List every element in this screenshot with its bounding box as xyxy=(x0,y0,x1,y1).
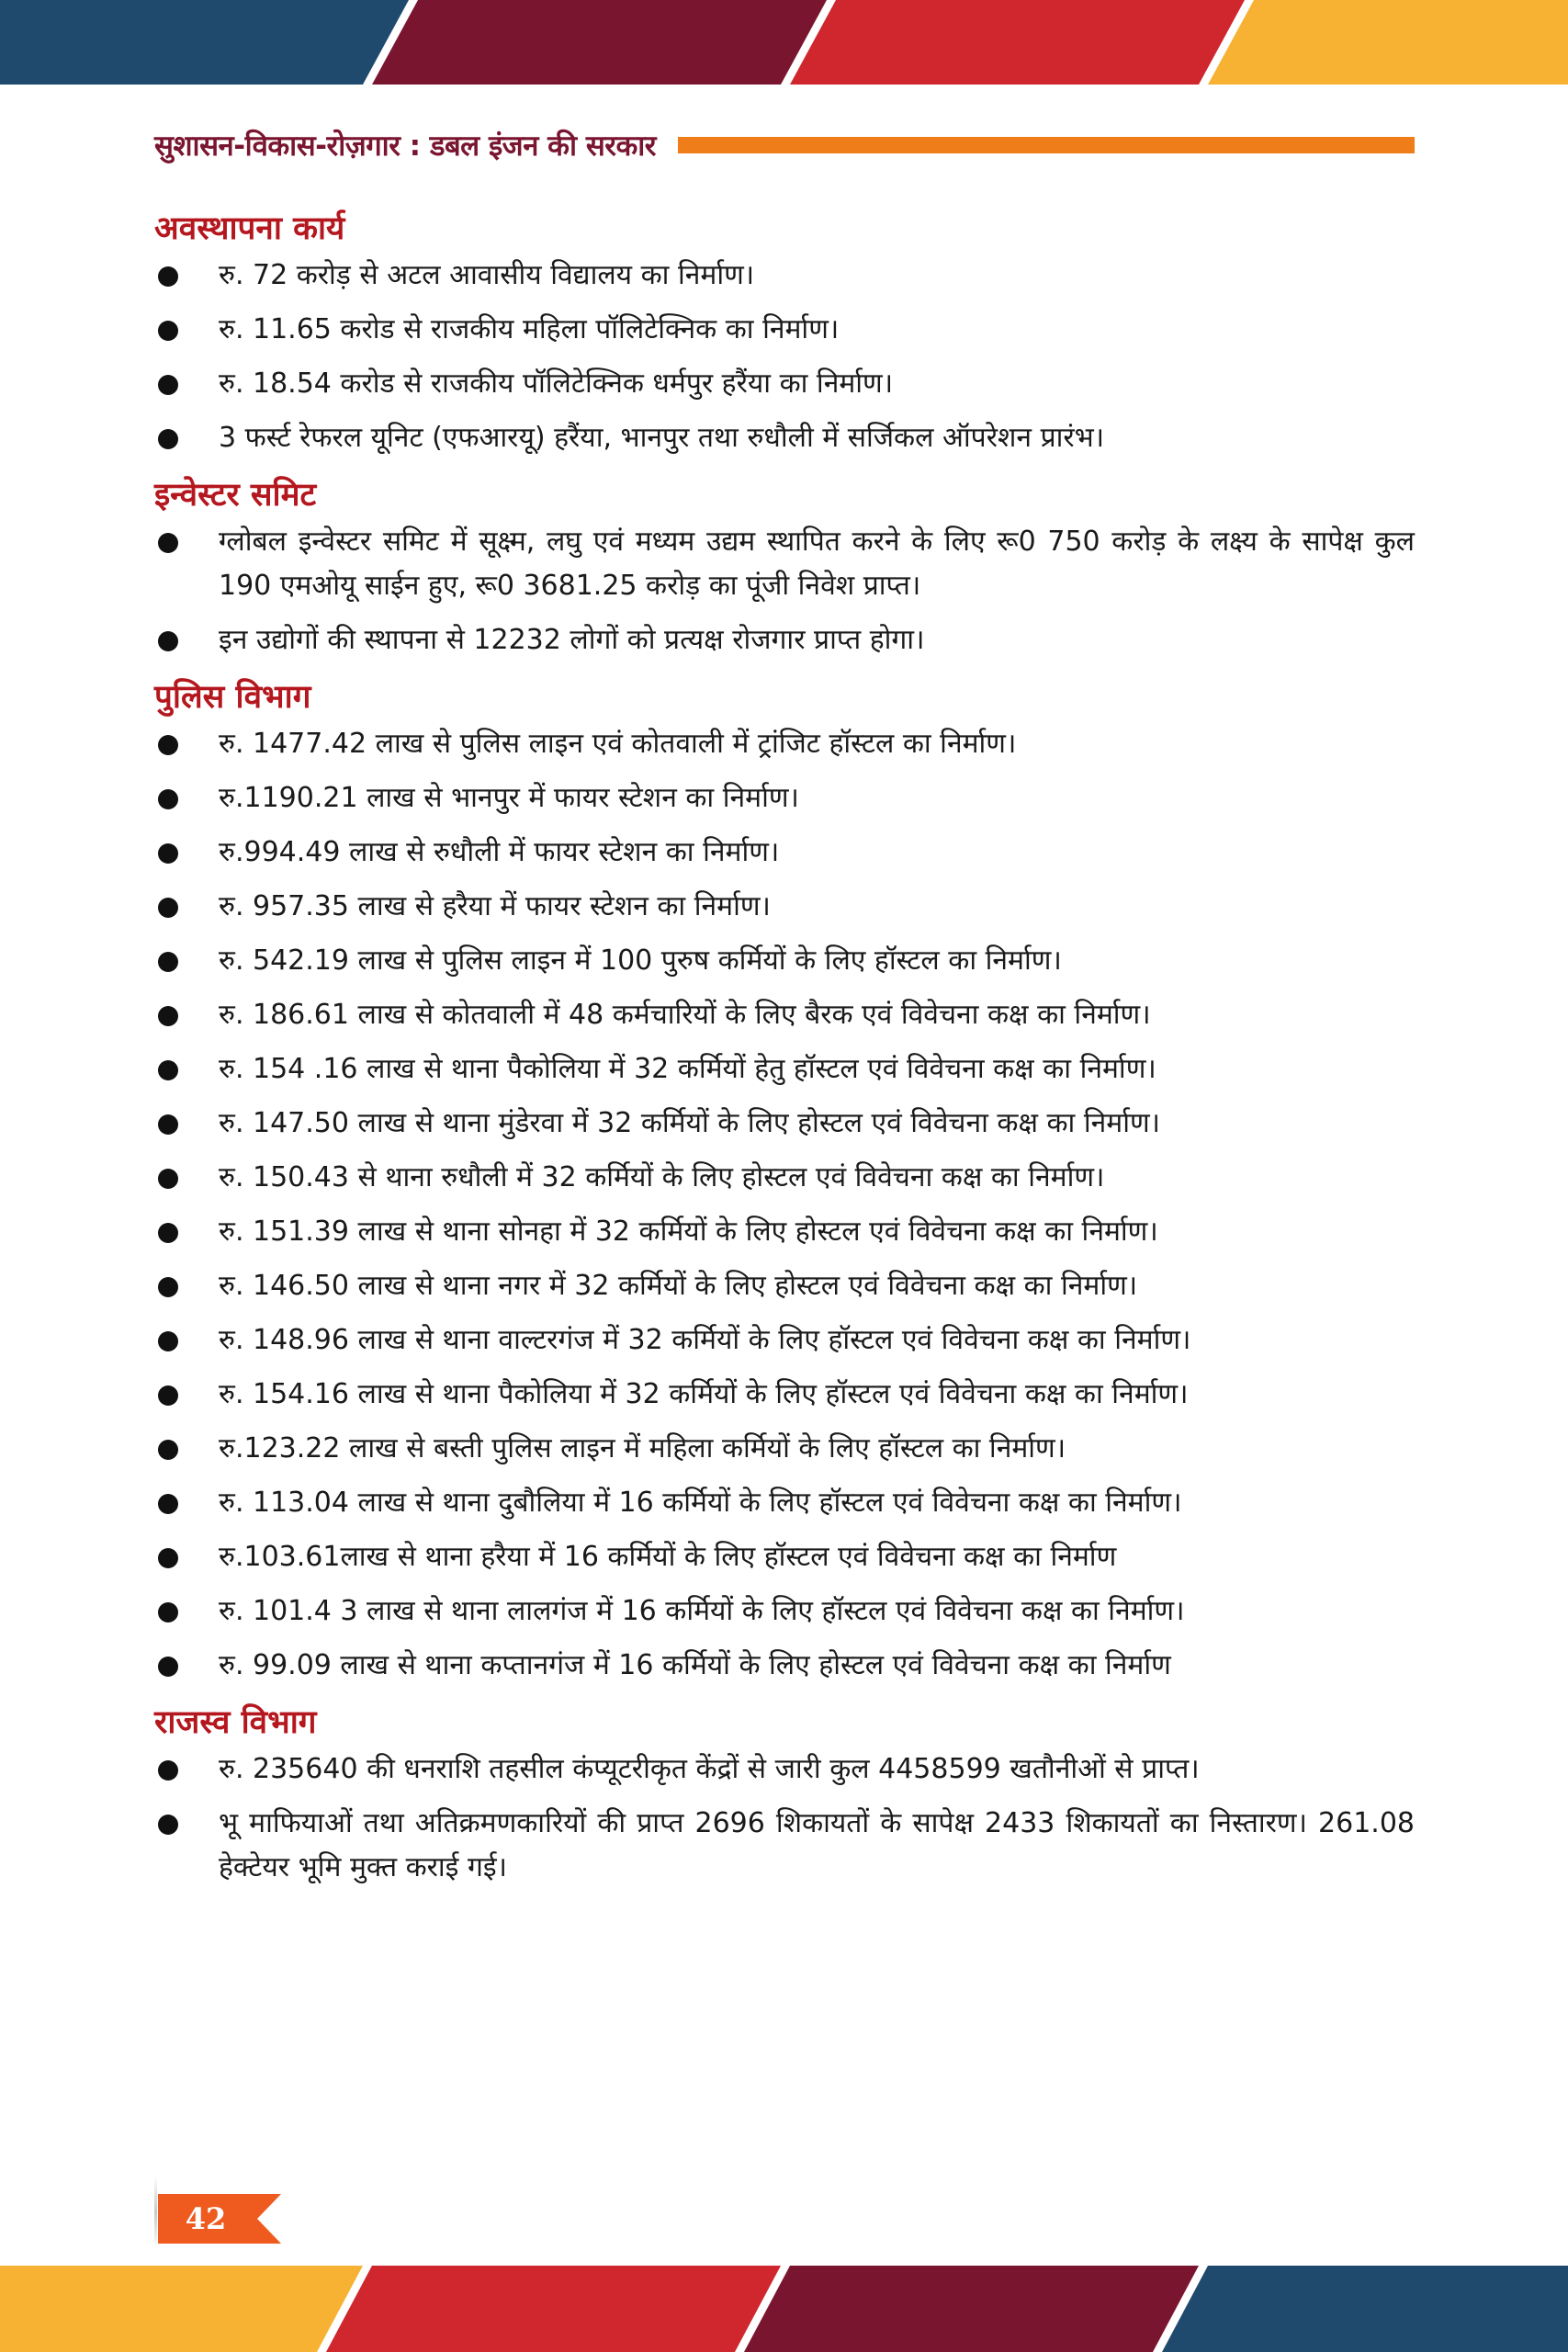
bottom-color-band xyxy=(0,2266,1568,2352)
list-item: रु. 151.39 लाख से थाना सोनहा में 32 कर्मियों के लिए होस्टल एवं विवेचना कक्ष का निर्माण। xyxy=(154,1210,1415,1254)
list-item: रु. 101.4 3 लाख से थाना लालगंज में 16 कर्मियों के लिए हॉस्टल एवं विवेचना कक्ष का निर्माण। xyxy=(154,1589,1415,1634)
list-item: रु. 154 .16 लाख से थाना पैकोलिया में 32 कर्मियों हेतु हॉस्टल एवं विवेचना कक्ष का निर्माण। xyxy=(154,1047,1415,1091)
list-item: रु. 99.09 लाख से थाना कप्तानगंज में 16 कर्मियों के लिए होस्टल एवं विवेचना कक्ष का निर्माण xyxy=(154,1644,1415,1688)
revenue-department-list xyxy=(154,1747,1415,1890)
list-item: रु. 18.54 करोड से राजकीय पॉलिटेक्निक धर्मपुर हरैंया का निर्माण। xyxy=(154,362,1415,406)
list-item: रु. 148.96 लाख से थाना वाल्टरगंज में 32 कर्मियों के लिए हॉस्टल एवं विवेचना कक्ष का निर्माण। xyxy=(154,1318,1415,1363)
page-tab-shadow xyxy=(154,2176,157,2249)
header-rule xyxy=(678,137,1415,153)
list-item: रु.1190.21 लाख से भानपुर में फायर स्टेशन का निर्माण। xyxy=(154,776,1415,820)
list-item: भू माफियाओं तथा अतिक्रमणकारियों की प्राप्त 2696 शिकायतों के सापेक्ष 2433 शिकायतों का निस्तारण। 261.08 हेक्टेयर भूमि मुक्त कराई गई। xyxy=(154,1802,1415,1890)
list-item: रु. 11.65 करोड से राजकीय महिला पॉलिटेक्निक का निर्माण। xyxy=(154,308,1415,352)
list-item: रु.103.61लाख से थाना हरैया में 16 कर्मियों के लिए हॉस्टल एवं विवेचना कक्ष का निर्माण xyxy=(154,1535,1415,1579)
list-item: रु. 150.43 से थाना रुधौली में 32 कर्मियों के लिए होस्टल एवं विवेचना कक्ष का निर्माण। xyxy=(154,1156,1415,1200)
list-item: रु. 72 करोड़ से अटल आवासीय विद्यालय का निर्माण। xyxy=(154,254,1415,298)
list-item: ग्लोबल इन्वेस्टर समिट में सूक्ष्म, लघु एवं मध्यम उद्यम स्थापित करने के लिए रू0 750 करोड़ के लक्ष्य के सापेक्ष कुल 190 एमओयू साईन हुए, रू0 3681.25 करोड़ का पूंजी निवेश प्राप्त। xyxy=(154,520,1415,608)
investor-summit-list xyxy=(154,520,1415,662)
section-heading-revenue-department: राजस्व विभाग xyxy=(154,1704,317,1741)
page-number-tab xyxy=(158,2194,287,2244)
running-header-title: सुशासन-विकास-रोज़गार : डबल इंजन की सरकार xyxy=(154,130,656,163)
infrastructure-list xyxy=(154,254,1415,460)
list-item: रु. 186.61 लाख से कोतवाली में 48 कर्मचारियों के लिए बैरक एवं विवेचना कक्ष का निर्माण। xyxy=(154,993,1415,1037)
section-heading-infrastructure: अवस्थापना कार्य xyxy=(154,210,345,247)
section-heading-police-department: पुलिस विभाग xyxy=(154,679,311,716)
list-item: रु. 146.50 लाख से थाना नगर में 32 कर्मियों के लिए होस्टल एवं विवेचना कक्ष का निर्माण। xyxy=(154,1264,1415,1308)
list-item: रु.123.22 लाख से बस्ती पुलिस लाइन में महिला कर्मियों के लिए हॉस्टल का निर्माण। xyxy=(154,1427,1415,1471)
section-heading-investor-summit: इन्वेस्टर समिट xyxy=(154,477,317,514)
list-item: रु.994.49 लाख से रुधौली में फायर स्टेशन का निर्माण। xyxy=(154,831,1415,875)
list-item: रु. 1477.42 लाख से पुलिस लाइन एवं कोतवाली में ट्रांजिट हॉस्टल का निर्माण। xyxy=(154,722,1415,766)
list-item: रु. 147.50 लाख से थाना मुंडेरवा में 32 कर्मियों के लिए होस्टल एवं विवेचना कक्ष का निर्माण। xyxy=(154,1102,1415,1146)
page-content xyxy=(154,204,1415,1900)
list-item: रु. 154.16 लाख से थाना पैकोलिया में 32 कर्मियों के लिए हॉस्टल एवं विवेचना कक्ष का निर्माण। xyxy=(154,1373,1415,1417)
list-item: इन उद्योगों की स्थापना से 12232 लोगों को प्रत्यक्ष रोजगार प्राप्त होगा। xyxy=(154,618,1415,662)
list-item: 3 फर्स्ट रेफरल यूनिट (एफआरयू) हरैंया, भानपुर तथा रुधौली में सर्जिकल ऑपरेशन प्रारंभ। xyxy=(154,416,1415,460)
list-item: रु. 542.19 लाख से पुलिस लाइन में 100 पुरुष कर्मियों के लिए हॉस्टल का निर्माण। xyxy=(154,939,1415,983)
police-department-list xyxy=(154,722,1415,1688)
page-number: 42 xyxy=(185,2201,227,2236)
running-header xyxy=(154,125,1415,165)
list-item: रु. 957.35 लाख से हरैया में फायर स्टेशन का निर्माण। xyxy=(154,885,1415,929)
list-item: रु. 235640 की धनराशि तहसील कंप्यूटरीकृत केंद्रों से जारी कुल 4458599 खतौनीओं से प्राप्त। xyxy=(154,1747,1415,1792)
list-item: रु. 113.04 लाख से थाना दुबौलिया में 16 कर्मियों के लिए हॉस्टल एवं विवेचना कक्ष का निर्माण। xyxy=(154,1481,1415,1525)
top-color-band xyxy=(0,0,1568,85)
